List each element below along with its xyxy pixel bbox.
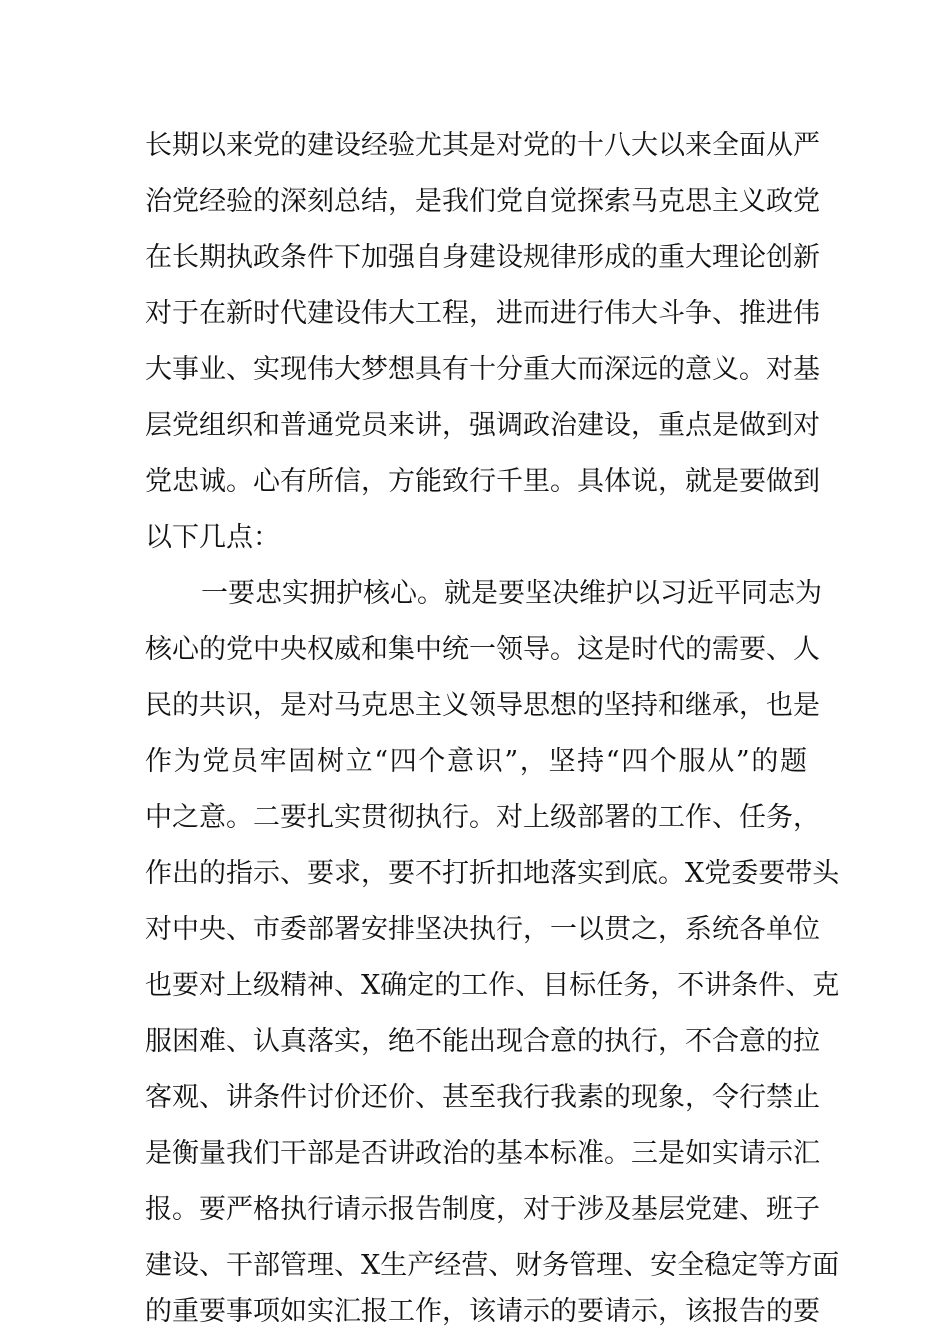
text-line: 对中央、市委部署安排坚决执行，一以贯之，系统各单位 xyxy=(145,914,820,945)
text-line: 是衡量我们干部是否讲政治的基本标准。三是如实请示汇 xyxy=(145,1138,820,1169)
text-line: 客观、讲条件讨价还价、甚至我行我素的现象，令行禁止 xyxy=(145,1082,820,1113)
text-line: 以下几点： xyxy=(145,522,280,553)
text-line: 中之意。二要扎实贯彻执行。对上级部署的工作、任务， xyxy=(145,802,820,833)
text-line: 党忠诚。心有所信，方能致行千里。具体说，就是要做到 xyxy=(145,466,820,497)
text-line: 民的共识，是对马克思主义领导思想的坚持和继承，也是 xyxy=(145,690,820,721)
text-line: 对于在新时代建设伟大工程，进而进行伟大斗争、推进伟 xyxy=(145,298,820,329)
text-line: 作为党员牢固树立“四个意识”，坚持“四个服从”的题 xyxy=(145,746,807,777)
text-line: 核心的党中央权威和集中统一领导。这是时代的需要、人 xyxy=(145,634,820,665)
text-line: 作出的指示、要求，要不打折扣地落实到底。X党委要带头 xyxy=(145,858,840,889)
text-line: 服困难、认真落实，绝不能出现合意的执行，不合意的拉 xyxy=(145,1026,820,1057)
text-line: 层党组织和普通党员来讲，强调政治建设，重点是做到对 xyxy=(145,410,820,441)
text-line: 长期以来党的建设经验尤其是对党的十八大以来全面从严 xyxy=(145,130,820,161)
paragraph-first-line: 一要忠实拥护核心。就是要坚决维护以习近平同志为 xyxy=(201,578,822,609)
text-line: 治党经验的深刻总结，是我们党自觉探索马克思主义政党 xyxy=(145,186,820,217)
text-line: 在长期执政条件下加强自身建设规律形成的重大理论创新 xyxy=(145,242,820,273)
text-line: 建设、干部管理、X生产经营、财务管理、安全稳定等方面 xyxy=(145,1250,840,1281)
text-line: 的重要事项如实汇报工作，该请示的要请示，该报告的要 xyxy=(145,1296,820,1327)
text-line: 也要对上级精神、X确定的工作、目标任务，不讲条件、克 xyxy=(145,970,840,1001)
text-line: 报。要严格执行请示报告制度，对于涉及基层党建、班子 xyxy=(145,1194,820,1225)
text-line: 大事业、实现伟大梦想具有十分重大而深远的意义。对基 xyxy=(145,354,820,385)
